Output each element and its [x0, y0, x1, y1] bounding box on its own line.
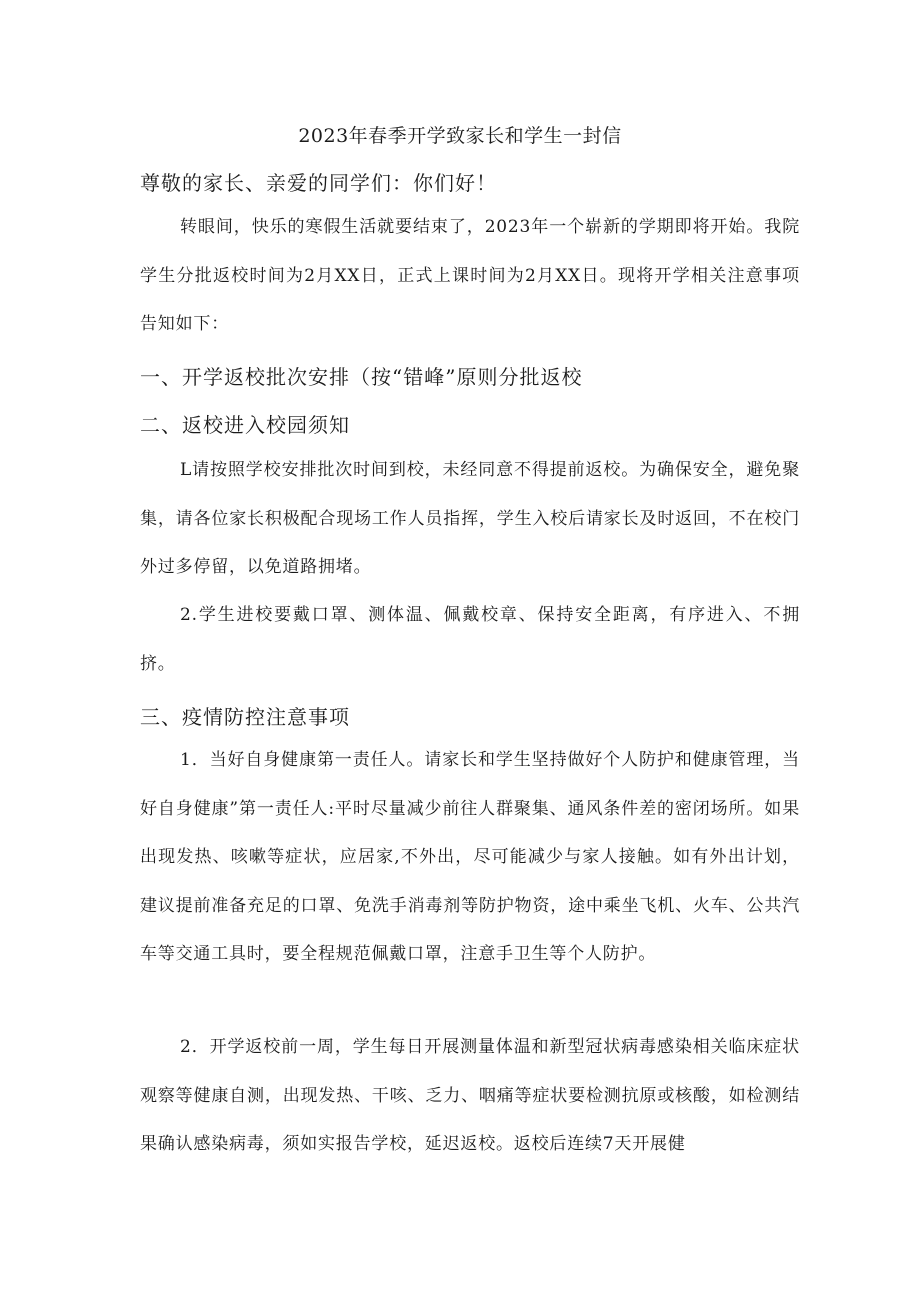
section-1-heading: 一、开学返校批次安排（按“错峰”原则分批返校: [140, 365, 583, 389]
section-2-item-1: L请按照学校安排批次时间到校，未经同意不得提前返校。为确保安全，避免聚集，请各位家长积极配合现场工作人员指挥，学生入校后请家长及时返回，不在校门外过多停留，以免道路拥堵。: [140, 460, 800, 577]
salutation: 尊敬的家长、亲爱的同学们：你们好！: [140, 171, 497, 195]
section-2-heading: 二、返校进入校园须知: [140, 413, 350, 437]
section-3-heading: 三、疫情防控注意事项: [140, 705, 350, 729]
section-2-item-2: 2.学生进校要戴口罩、测体温、佩戴校章、保持安全距离，有序进入、不拥挤。: [140, 605, 800, 674]
section-3-item-2: 2．开学返校前一周，学生每日开展测量体温和新型冠状病毒感染相关临床症状观察等健康自测，出现发热、干咳、乏力、咽痛等症状要检测抗原或核酸，如检测结果确认感染病毒，须如实报告学校，延迟返校。返校后连续7天开展健: [140, 1037, 800, 1154]
intro-paragraph: 转眼间，快乐的寒假生活就要结束了，2023年一个崭新的学期即将开始。我院学生分批返校时间为2月XX日，正式上课时间为2月XX日。现将开学相关注意事项告知如下：: [140, 217, 800, 334]
section-3-item-1: 1．当好自身健康第一责任人。请家长和学生坚持做好个人防护和健康管理，当好自身健康”第一责任人:平时尽量减少前往人群聚集、通风条件差的密闭场所。如果出现发热、咳嗽等症状，应居家,不外出，尽可能减少与家人接触。如有外出计划，建议提前准备充足的口罩、免洗手消毒剂等防护物资，途中乘坐飞机、火车、公共汽车等交通工具时，要全程规范佩戴口罩，注意手卫生等个人防护。: [140, 750, 800, 964]
document-title: 2023年春季开学致家长和学生一封信: [298, 125, 622, 147]
